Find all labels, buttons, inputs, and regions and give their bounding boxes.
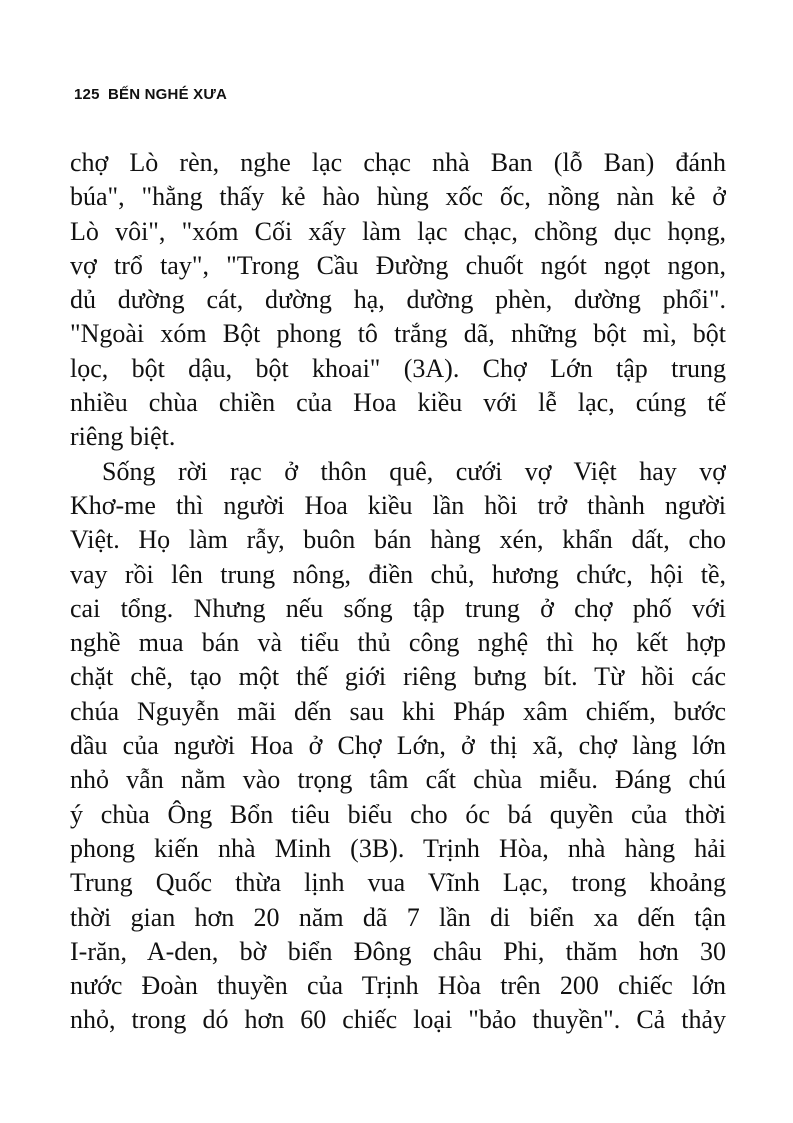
text-line: nhiều chùa chiền của Hoa kiều với lễ lạc, cúng tế [70, 388, 726, 418]
text-line: "Ngoài xóm Bột phong tô trắng dã, những bột mì, bột [70, 319, 726, 349]
book-title: BẾN NGHÉ XƯA [108, 86, 228, 103]
text-line: búa", "hằng thấy kẻ hào hùng xốc ốc, nồng nàn kẻ ở [70, 182, 726, 212]
text-line: chợ Lò rèn, nghe lạc chạc nhà Ban (lỗ Ban) đánh [70, 148, 726, 177]
text-line: Khơ-me thì người Hoa kiều lần hồi trở thành người [70, 490, 726, 520]
body-text [70, 146, 726, 1038]
text-line: Trung Quốc thừa lịnh vua Vĩnh Lạc, trong khoảng [70, 868, 726, 898]
text-line: Lò vôi", "xóm Cối xấy làm lạc chạc, chồng dục họng, [70, 216, 726, 246]
text-line: vay rồi lên trung nông, điền chủ, hương chức, hội tề, [70, 559, 726, 589]
text-line: dủ dường cát, dường hạ, dường phèn, dường phổi". [70, 285, 726, 315]
text-line: dầu của người Hoa ở Chợ Lớn, ở thị xã, chợ làng lớn [70, 731, 726, 761]
text-line: nước Đoàn thuyền của Trịnh Hòa trên 200 chiếc lớn [70, 971, 726, 1001]
paragraph [70, 455, 726, 1038]
text-line: chúa Nguyễn mãi dến sau khi Pháp xâm chiếm, bước [70, 696, 726, 726]
paragraph [70, 146, 726, 455]
text-line: cai tổng. Nhưng nếu sống tập trung ở chợ phố với [70, 593, 726, 623]
page-number: 125 [74, 86, 100, 103]
text-line: ý chùa Ông Bổn tiêu biểu cho óc bá quyền của thời [70, 799, 726, 829]
text-line: vợ trổ tay", "Trong Cầu Đường chuốt ngót ngọt ngon, [70, 250, 726, 280]
text-line: phong kiến nhà Minh (3B). Trịnh Hòa, nhà hàng hải [70, 833, 726, 863]
running-header [74, 86, 227, 103]
text-line: nhỏ vẫn nằm vào trọng tâm cất chùa miễu. Đáng chú [70, 765, 726, 795]
text-line: riêng biệt. [70, 422, 176, 452]
text-line: thời gian hơn 20 năm dã 7 lần di biển xa dến tận [70, 902, 726, 932]
text-line: nghề mua bán và tiểu thủ công nghệ thì họ kết hợp [70, 628, 726, 658]
text-line: lọc, bột dậu, bột khoai" (3A). Chợ Lớn tập trung [70, 353, 726, 383]
text-line: nhỏ, trong dó hơn 60 chiếc loại "bảo thuyền". Cả thảy [70, 1005, 726, 1035]
text-line: chặt chẽ, tạo một thế giới riêng bưng bít. Từ hồi các [70, 662, 726, 692]
text-line: I-răn, A-den, bờ biển Đông châu Phi, thăm hơn 30 [70, 936, 726, 966]
text-line: Việt. Họ làm rẫy, buôn bán hàng xén, khẩn dất, cho [70, 525, 726, 555]
text-line: Sống rời rạc ở thôn quê, cưới vợ Việt hay vợ [102, 456, 726, 486]
